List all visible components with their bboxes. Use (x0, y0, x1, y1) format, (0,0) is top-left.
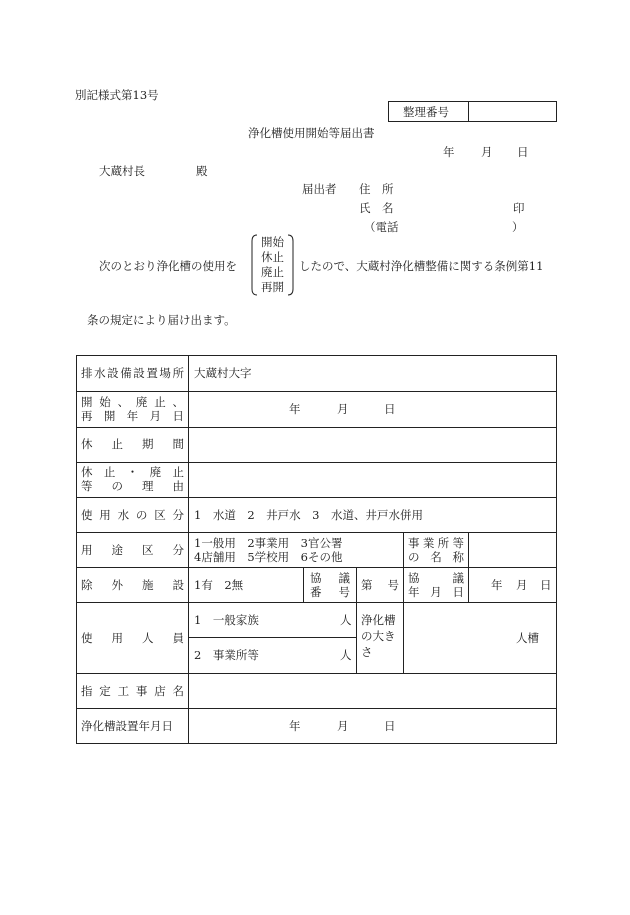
applicant-phone-close: ） (512, 220, 524, 234)
use-options-line2[interactable]: 4店舗用 5学校用 6その他 (194, 550, 343, 564)
water-label: 使用水の区分 (81, 508, 184, 522)
option-resume: 再開 (261, 280, 284, 294)
statement-prefix: 次のとおり浄化槽の使用を (99, 259, 237, 273)
option-abolish: 廃止 (261, 265, 284, 279)
reason-field[interactable] (189, 463, 555, 496)
serial-number-label: 整理番号 (403, 105, 449, 119)
household-unit[interactable]: 人 (340, 613, 352, 627)
contractor-field[interactable] (189, 674, 555, 707)
agreement-date-label: 協議 年月日 (408, 571, 464, 599)
exclusion-label: 除外施設 (81, 578, 184, 592)
office-name-label: 事業所等 の名称 (408, 536, 464, 564)
date-day: 日 (517, 145, 529, 159)
contractor-label: 指定工事店名 (81, 684, 184, 698)
install-date-label: 浄化槽設置年月日 (81, 719, 173, 733)
form-label: 別記様式第13号 (75, 88, 159, 102)
install-date-month[interactable]: 月 (337, 719, 349, 733)
water-options[interactable]: 1 水道 2 井戸水 3 水道、井戸水併用 (194, 508, 423, 522)
install-date-day[interactable]: 日 (384, 719, 396, 733)
agreement-date-year[interactable]: 年 (491, 578, 503, 592)
statement-line2: 条の規定により届け出ます。 (87, 313, 236, 327)
start-date-label: 開始、廃止、 再開年月日 (81, 395, 184, 423)
tank-size-unit[interactable]: 人槽 (516, 631, 539, 645)
reason-label: 休止・廃止 等の理由 (81, 465, 184, 493)
applicant-label: 届出者 (302, 182, 337, 196)
agreement-number-label: 協議 番号 (310, 571, 350, 599)
start-date-year[interactable]: 年 (289, 402, 301, 416)
date-year: 年 (443, 145, 455, 159)
start-date-month[interactable]: 月 (337, 402, 349, 416)
household-label: 1 一般家族 (194, 613, 259, 627)
statement-suffix: したので、大蔵村浄化槽整備に関する条例第11 (299, 259, 544, 273)
suspend-period-field[interactable] (189, 428, 555, 461)
date-month: 月 (481, 145, 493, 159)
tank-size-label-1: 浄化槽 (361, 613, 396, 627)
number-label[interactable]: 第 号 (361, 578, 399, 592)
install-date-year[interactable]: 年 (289, 719, 301, 733)
addressee-name: 大蔵村長 (99, 164, 145, 178)
business-unit[interactable]: 人 (340, 648, 352, 662)
exclusion-options[interactable]: 1有 2無 (194, 578, 244, 592)
applicant-address-label: 住 所 (359, 182, 394, 196)
business-label: 2 事業所等 (194, 648, 259, 662)
agreement-date-month[interactable]: 月 (516, 578, 528, 592)
agreement-date-day[interactable]: 日 (540, 578, 552, 592)
applicant-name-label: 氏 名 (359, 201, 394, 215)
users-label: 使用人員 (81, 631, 184, 645)
location-label: 排水設備設置場所 (81, 366, 184, 380)
option-suspend: 休止 (261, 250, 284, 264)
applicant-phone-label: （電話 (364, 220, 399, 234)
use-options-line1[interactable]: 1一般用 2事業用 3官公署 (194, 536, 343, 550)
start-date-day[interactable]: 日 (384, 402, 396, 416)
seal-mark: 印 (513, 201, 525, 215)
suspend-period-label: 休止期間 (81, 437, 184, 451)
use-label: 用途区分 (81, 543, 184, 557)
option-start: 開始 (261, 235, 284, 249)
document-title: 浄化槽使用開始等届出書 (248, 126, 375, 140)
tank-size-label-3: さ (361, 645, 373, 659)
office-name-field[interactable] (469, 533, 555, 566)
location-value[interactable]: 大蔵村大字 (194, 366, 252, 380)
addressee-honorific: 殿 (196, 164, 208, 178)
tank-size-label-2: の大き (361, 629, 396, 643)
